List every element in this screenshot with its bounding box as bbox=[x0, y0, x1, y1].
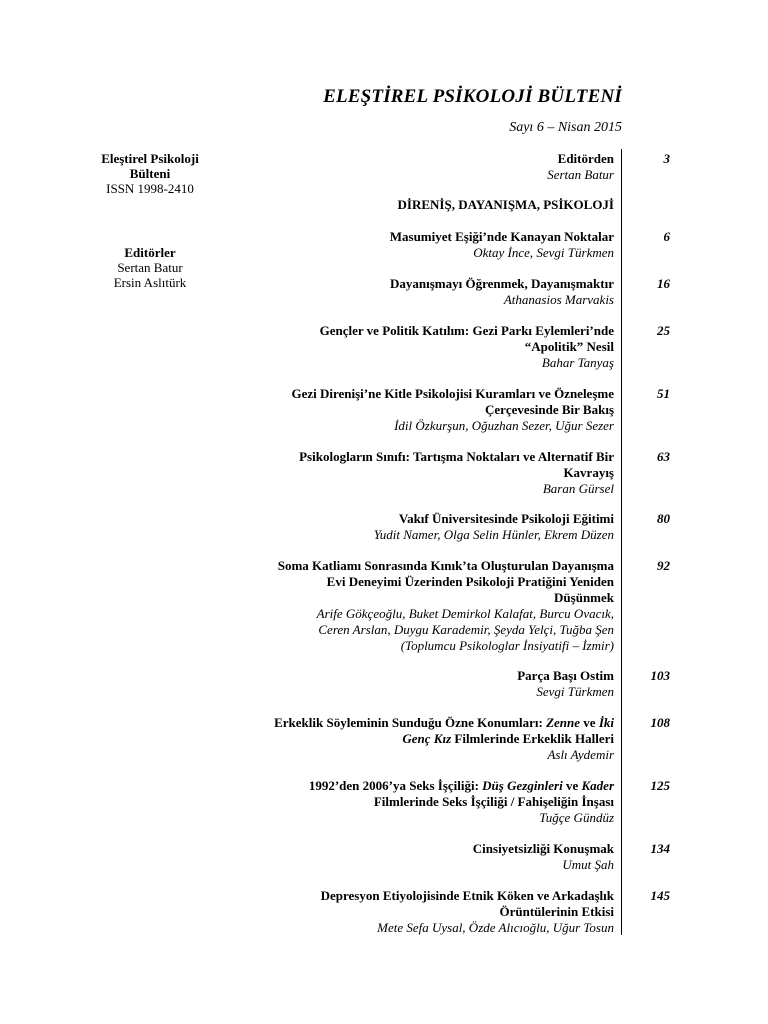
section-heading-text: DİRENİŞ, DAYANIŞMA, PSİKOLOJİ bbox=[397, 197, 614, 212]
film-title: Kader bbox=[581, 778, 614, 793]
toc-page-number[interactable]: 145 bbox=[650, 888, 670, 903]
toc-authors: Tuğçe Gündüz bbox=[539, 810, 614, 825]
toc-page-number[interactable]: 103 bbox=[650, 668, 670, 683]
toc-authors-cont: (Toplumcu Psikologlar İnsiyatifi – İzmir) bbox=[400, 638, 614, 653]
toc-title: Vakıf Üniversitesinde Psikoloji Eğitimi bbox=[398, 511, 614, 526]
toc-authors: Mete Sefa Uysal, Özde Alıcıoğlu, Uğur Tosun bbox=[377, 920, 614, 935]
film-title: İki bbox=[598, 715, 614, 730]
issn: ISSN 1998-2410 bbox=[106, 181, 194, 196]
toc-title-cont: Düşünmek bbox=[554, 590, 614, 605]
toc-title-part: 1992’den 2006’ya Seks İşçiliği: bbox=[308, 778, 483, 793]
toc-title-cont: Çerçevesinde Bir Bakış bbox=[484, 402, 614, 417]
toc-title: Gençler ve Politik Katılım: Gezi Parkı Eylemleri’nde bbox=[319, 323, 614, 338]
film-title: Düş Gezginleri bbox=[482, 778, 563, 793]
toc-title bbox=[194, 715, 614, 731]
toc-page-number[interactable]: 3 bbox=[663, 151, 670, 166]
toc-title-cont: Örüntülerinin Etkisi bbox=[499, 904, 614, 919]
toc-authors: Athanasios Marvakis bbox=[503, 292, 614, 307]
toc-authors: Sertan Batur bbox=[547, 167, 614, 182]
toc-title: Editörden bbox=[557, 151, 614, 166]
toc-authors: Aslı Aydemir bbox=[547, 747, 614, 762]
toc-page-number[interactable]: 16 bbox=[657, 276, 670, 291]
toc-authors: Baran Gürsel bbox=[542, 481, 614, 496]
toc-entry[interactable] bbox=[194, 386, 614, 434]
toc-title-part: Erkeklik Söyleminin Sunduğu Özne Konumları: bbox=[274, 715, 547, 730]
toc-entry[interactable] bbox=[194, 323, 614, 371]
toc-authors: Oktay İnce, Sevgi Türkmen bbox=[473, 245, 614, 260]
editors-heading: Editörler bbox=[124, 245, 176, 260]
toc-title: Dayanışmayı Öğrenmek, Dayanışmaktır bbox=[389, 276, 614, 291]
toc-title-cont: Kavrayış bbox=[563, 465, 614, 480]
toc-entry[interactable] bbox=[194, 229, 614, 261]
toc-page-number[interactable]: 125 bbox=[650, 778, 670, 793]
toc-title: Gezi Direnişi’ne Kitle Psikolojisi Kuramları ve Özneleşme bbox=[291, 386, 614, 401]
issue-line: Sayı 6 – Nisan 2015 bbox=[509, 120, 622, 135]
toc-title-cont: Evi Deneyimi Üzerinden Psikoloji Pratiğini Yeniden bbox=[326, 574, 614, 589]
section-heading bbox=[194, 197, 614, 213]
toc-entry[interactable] bbox=[194, 778, 614, 826]
toc-entry[interactable] bbox=[194, 668, 614, 700]
toc-title: Cinsiyetsizliği Konuşmak bbox=[472, 841, 614, 856]
toc-authors: Arife Gökçeoğlu, Buket Demirkol Kalafat, Burcu Ovacık, bbox=[316, 606, 614, 621]
toc-title: Soma Katliamı Sonrasında Kınık’ta Oluşturulan Dayanışma bbox=[277, 558, 614, 573]
toc-divider bbox=[621, 149, 622, 935]
toc-entry[interactable] bbox=[194, 888, 614, 936]
toc-authors: İdil Özkurşun, Oğuzhan Sezer, Uğur Sezer bbox=[394, 418, 614, 433]
toc-page-number[interactable]: 63 bbox=[657, 449, 670, 464]
toc-page-number[interactable]: 51 bbox=[657, 386, 670, 401]
toc-title: Depresyon Etiyolojisinde Etnik Köken ve Arkadaşlık bbox=[320, 888, 614, 903]
toc-title: Masumiyet Eşiği’nde Kanayan Noktalar bbox=[389, 229, 614, 244]
toc-title-cont: “Apolitik” Nesil bbox=[524, 339, 614, 354]
journal-name: Eleştirel Psikoloji bbox=[101, 151, 199, 166]
editor-name: Sertan Batur bbox=[117, 260, 183, 275]
toc-entry[interactable] bbox=[194, 558, 614, 654]
journal-title: ELEŞTİREL PSİKOLOJİ BÜLTENİ bbox=[323, 86, 622, 107]
toc-authors: Yudit Namer, Olga Selin Hünler, Ekrem Düzen bbox=[373, 527, 614, 542]
toc-authors: Umut Şah bbox=[562, 857, 614, 872]
journal-name-cont: Bülteni bbox=[129, 166, 171, 181]
toc-page-number[interactable]: 80 bbox=[657, 511, 670, 526]
toc-title-part: Filmlerinde Erkeklik Halleri bbox=[451, 731, 614, 746]
toc-entry[interactable] bbox=[194, 511, 614, 543]
editor-name: Ersin Aslıtürk bbox=[113, 275, 187, 290]
toc-entry[interactable] bbox=[194, 276, 614, 308]
toc-page-number[interactable]: 134 bbox=[650, 841, 670, 856]
toc-authors: Sevgi Türkmen bbox=[536, 684, 614, 699]
toc-entry[interactable] bbox=[194, 841, 614, 873]
film-title: Genç Kız bbox=[402, 731, 452, 746]
toc-page-number[interactable]: 6 bbox=[663, 229, 670, 244]
toc-page-number[interactable]: 92 bbox=[657, 558, 670, 573]
toc-entry[interactable] bbox=[194, 449, 614, 497]
toc-entry[interactable] bbox=[194, 715, 614, 763]
toc-authors-cont: Ceren Arslan, Duygu Karademir, Şeyda Yelçi, Tuğba Şen bbox=[318, 622, 614, 637]
toc-page-number[interactable]: 25 bbox=[657, 323, 670, 338]
toc-authors: Bahar Tanyaş bbox=[541, 355, 614, 370]
toc-title-part: ve bbox=[580, 715, 599, 730]
film-title: Zenne bbox=[546, 715, 581, 730]
toc-title: Parça Başı Ostim bbox=[517, 668, 614, 683]
toc-title bbox=[194, 778, 614, 794]
toc-title-cont bbox=[194, 731, 614, 747]
toc-title: Psikologların Sınıfı: Tartışma Noktaları ve Alternatif Bir bbox=[299, 449, 614, 464]
toc-title-cont: Filmlerinde Seks İşçiliği / Fahişeliğin İnşası bbox=[373, 794, 614, 809]
toc-entry-editorial[interactable] bbox=[194, 151, 614, 183]
toc-title-part: ve bbox=[562, 778, 582, 793]
toc-page-number[interactable]: 108 bbox=[650, 715, 670, 730]
